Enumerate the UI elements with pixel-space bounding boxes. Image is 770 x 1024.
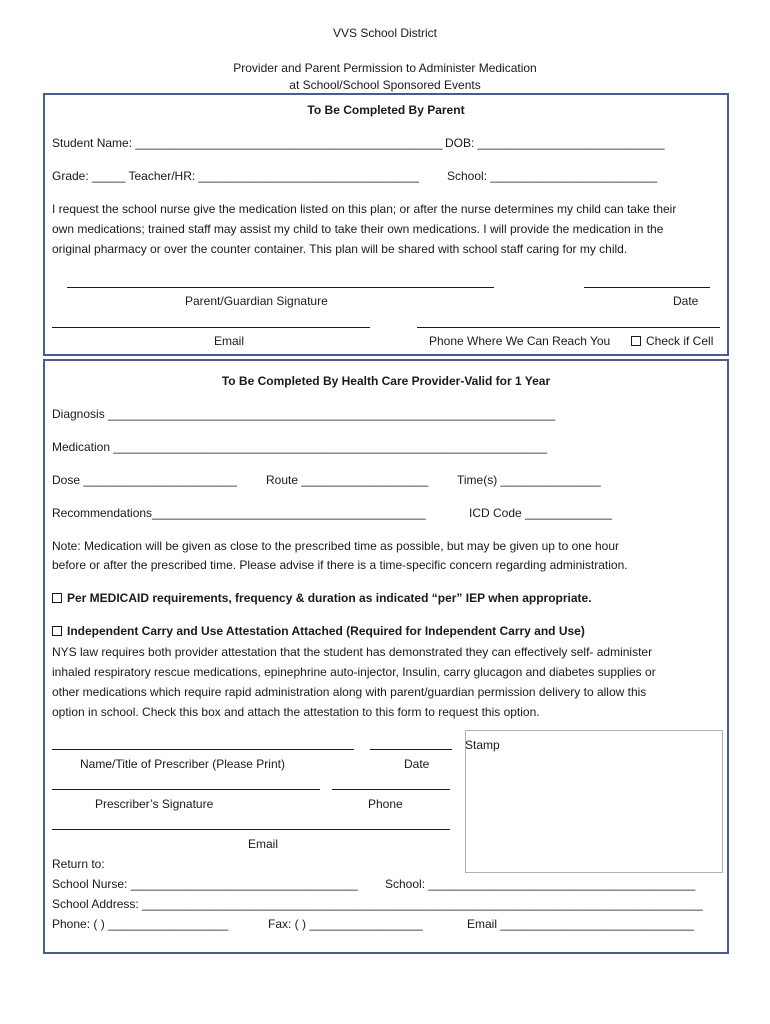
parent-phone-line[interactable] (417, 327, 720, 328)
parent-signature-line[interactable] (67, 287, 494, 288)
student-name-field[interactable]: Student Name: ______________________________________________ (52, 136, 443, 150)
request-text-line3: original pharmacy or over the counter container. This plan will be shared with school staff caring for my child. (52, 242, 628, 256)
prescriber-phone-line[interactable] (332, 789, 450, 790)
nys-text-line3: other medications which require rapid administration along with parent/guardian permission delivery to allow this (52, 685, 647, 699)
diagnosis-field[interactable]: Diagnosis ___________________________________________________________________ (52, 407, 556, 421)
parent-email-label: Email (214, 334, 245, 348)
return-school-field[interactable]: School: ________________________________________ (385, 877, 696, 891)
form-title: Provider and Parent Permission to Administer Medication (233, 61, 537, 75)
return-phone-field[interactable]: Phone: ( ) __________________ (52, 917, 229, 931)
medication-field[interactable]: Medication _________________________________________________________________ (52, 440, 548, 454)
school-field[interactable]: School: _________________________ (447, 169, 658, 183)
parent-date-label: Date (673, 294, 699, 308)
checkbox-icon[interactable] (52, 626, 62, 636)
checkbox-icon[interactable] (631, 336, 641, 346)
return-email-field[interactable]: Email _____________________________ (467, 917, 694, 931)
note-line2: before or after the prescribed time. Please advise if there is a time-specific concern regarding administration. (52, 558, 628, 572)
prescriber-phone-label: Phone (368, 797, 403, 811)
prescriber-date-line[interactable] (370, 749, 452, 750)
independent-carry-option[interactable] (52, 624, 585, 638)
parent-email-line[interactable] (52, 327, 370, 328)
form-subtitle: at School/School Sponsored Events (289, 78, 481, 92)
prescriber-email-label: Email (248, 837, 279, 851)
prescriber-date-label: Date (404, 757, 430, 771)
return-to-label: Return to: (52, 857, 105, 871)
prescriber-name-label: Name/Title of Prescriber (Please Print) (80, 757, 285, 771)
stamp-box[interactable] (465, 730, 723, 873)
parent-date-line[interactable] (584, 287, 710, 288)
parent-phone-label: Phone Where We Can Reach You (429, 334, 611, 348)
medicaid-option[interactable] (52, 591, 592, 605)
prescriber-email-line[interactable] (52, 829, 450, 830)
provider-section-heading: To Be Completed By Health Care Provider-Valid for 1 Year (221, 374, 551, 388)
recommendations-field[interactable]: Recommendations_________________________________________ (52, 506, 426, 520)
parent-section-heading: To Be Completed By Parent (307, 103, 465, 117)
request-text-line1: I request the school nurse give the medication listed on this plan; or after the nurse determines my child can take their (52, 202, 677, 216)
note-line1: Note: Medication will be given as close to the prescribed time as possible, but may be given up to one hour (52, 539, 619, 553)
prescriber-signature-label: Prescriber’s Signature (95, 797, 214, 811)
grade-teacher-field[interactable]: Grade: _____ Teacher/HR: _________________________________ (52, 169, 419, 183)
nys-text-line1: NYS law requires both provider attestation that the student has demonstrated they can effectively self- administer (52, 645, 653, 659)
checkbox-icon[interactable] (52, 593, 62, 603)
stamp-label: Stamp (465, 738, 500, 752)
request-text-line2: own medications; trained staff may assist my child to take their own medications. I will provide the medication in the (52, 222, 664, 236)
independent-carry-label: Independent Carry and Use Attestation Attached (Required for Independent Carry and Use) (67, 624, 585, 638)
return-fax-field[interactable]: Fax: ( ) _________________ (268, 917, 423, 931)
icd-code-field[interactable]: ICD Code _____________ (469, 506, 612, 520)
prescriber-name-line[interactable] (52, 749, 354, 750)
parent-signature-label: Parent/Guardian Signature (185, 294, 328, 308)
medicaid-label: Per MEDICAID requirements, frequency & duration as indicated “per” IEP when appropriate. (67, 591, 592, 605)
check-if-cell-label: Check if Cell (646, 334, 714, 348)
times-field[interactable]: Time(s) _______________ (457, 473, 601, 487)
district-name: VVS School District (332, 26, 438, 40)
dob-field[interactable]: DOB: ____________________________ (445, 136, 665, 150)
nys-text-line4: option in school. Check this box and attach the attestation to this form to request this option. (52, 705, 540, 719)
route-field[interactable]: Route ___________________ (266, 473, 429, 487)
prescriber-signature-line[interactable] (52, 789, 320, 790)
school-nurse-field[interactable]: School Nurse: __________________________________ (52, 877, 358, 891)
dose-field[interactable]: Dose _______________________ (52, 473, 237, 487)
school-address-field[interactable]: School Address: ____________________________________________________________________________________ (52, 897, 703, 911)
nys-text-line2: inhaled respiratory rescue medications, epinephrine auto-injector, Insulin, carry glucagon and diabetes supplies or (52, 665, 656, 679)
check-if-cell[interactable] (631, 334, 713, 348)
